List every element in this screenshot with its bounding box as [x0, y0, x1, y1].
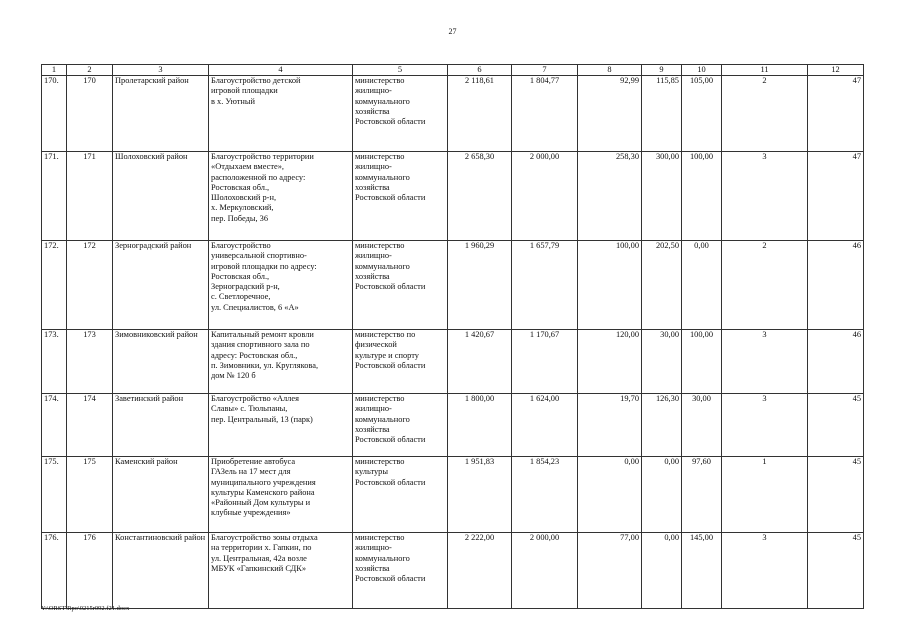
value-col-6: 1 951,83 [448, 457, 512, 533]
ministry-line: коммунального [355, 414, 410, 424]
description-line: расположенной по адресу: [211, 172, 306, 182]
value-col-7: 1 657,79 [512, 241, 578, 330]
value-col-9: 202,50 [642, 241, 682, 330]
value-col-8: 120,00 [578, 330, 642, 394]
description-line: ул. Специалистов, 6 «А» [211, 302, 299, 312]
description-line: Славы» с. Тюльпаны, [211, 404, 288, 414]
ministry-line: коммунального [355, 553, 410, 563]
responsible-ministry [353, 241, 448, 330]
project-description [209, 152, 353, 241]
responsible-ministry [353, 394, 448, 457]
row-id: 173 [67, 330, 113, 394]
row-number: 173. [42, 330, 67, 394]
project-description [209, 457, 353, 533]
col-header: 10 [682, 65, 722, 76]
value-col-10: 97,60 [682, 457, 722, 533]
table-row [42, 152, 864, 241]
value-col-9: 126,30 [642, 394, 682, 457]
value-col-10: 145,00 [682, 533, 722, 609]
value-col-12: 47 [808, 76, 864, 152]
district: Константиновский район [113, 533, 209, 609]
value-col-12: 45 [808, 457, 864, 533]
ministry-line: министерство [355, 533, 405, 542]
value-col-11: 3 [722, 394, 808, 457]
ministry-line: Ростовской области [355, 117, 426, 127]
value-col-6: 1 800,00 [448, 394, 512, 457]
value-col-11: 3 [722, 152, 808, 241]
value-col-10: 105,00 [682, 76, 722, 152]
ministry-line: культуре и спорту [355, 350, 419, 360]
description-line: пер. Центральный, 13 (парк) [211, 414, 313, 424]
row-number: 172. [42, 241, 67, 330]
ministry-line: жилищно- [355, 86, 392, 96]
value-col-8: 100,00 [578, 241, 642, 330]
ministry-line: хозяйства [355, 182, 390, 192]
col-header: 9 [642, 65, 682, 76]
value-col-6: 1 420,67 [448, 330, 512, 394]
value-col-11: 3 [722, 330, 808, 394]
project-description [209, 76, 353, 152]
ministry-line: Ростовской области [355, 360, 426, 370]
ministry-line: министерство [355, 76, 405, 85]
value-col-9: 300,00 [642, 152, 682, 241]
ministry-line: министерство [355, 457, 405, 466]
description-line: в х. Уютный [211, 96, 256, 106]
value-col-9: 0,00 [642, 533, 682, 609]
page-number: 27 [448, 27, 457, 36]
value-col-6: 1 960,29 [448, 241, 512, 330]
project-description [209, 241, 353, 330]
row-number: 174. [42, 394, 67, 457]
value-col-11: 2 [722, 241, 808, 330]
row-id: 170 [67, 76, 113, 152]
row-id: 171 [67, 152, 113, 241]
project-description [209, 394, 353, 457]
ministry-line: коммунального [355, 172, 410, 182]
ministry-line: коммунального [355, 261, 410, 271]
description-line: «Районный Дом культуры и [211, 498, 311, 508]
value-col-7: 2 000,00 [512, 533, 578, 609]
value-col-6: 2 658,30 [448, 152, 512, 241]
value-col-8: 0,00 [578, 457, 642, 533]
ministry-line: министерство по [355, 330, 416, 339]
value-col-6: 2 118,61 [448, 76, 512, 152]
description-line: игровой площадки по адресу: [211, 261, 317, 271]
project-description [209, 330, 353, 394]
district: Зимовниковский район [113, 330, 209, 394]
value-col-9: 30,00 [642, 330, 682, 394]
description-line: Ростовская обл., [211, 271, 270, 281]
value-col-7: 1 624,00 [512, 394, 578, 457]
value-col-12: 46 [808, 330, 864, 394]
table-row [42, 241, 864, 330]
col-header: 8 [578, 65, 642, 76]
value-col-7: 1 804,77 [512, 76, 578, 152]
description-line: п. Зимовники, ул. Круглякова, [211, 360, 319, 370]
value-col-12: 45 [808, 533, 864, 609]
ministry-line: министерство [355, 152, 405, 161]
row-number: 171. [42, 152, 67, 241]
ministry-line: культуры [355, 467, 388, 477]
value-col-7: 2 000,00 [512, 152, 578, 241]
description-line: Приобретение автобуса [211, 457, 296, 466]
col-header: 12 [808, 65, 864, 76]
value-col-8: 19,70 [578, 394, 642, 457]
table-body [42, 76, 864, 609]
description-line: «Отдыхаем вместе», [211, 162, 284, 172]
col-header: 1 [42, 65, 67, 76]
table-row [42, 533, 864, 609]
project-description [209, 533, 353, 609]
value-col-8: 77,00 [578, 533, 642, 609]
description-line: универсальной спортивно- [211, 251, 307, 261]
description-line: клубные учреждения» [211, 508, 291, 518]
description-line: Благоустройство территории [211, 152, 314, 161]
description-line: на территории х. Гапкин, по [211, 543, 312, 553]
district: Заветинский район [113, 394, 209, 457]
description-line: ГАЗель на 17 мест для [211, 467, 291, 477]
description-line: Шолоховский р-н, [211, 193, 277, 203]
description-line: адресу: Ростовская обл., [211, 350, 298, 360]
row-id: 174 [67, 394, 113, 457]
col-header: 2 [67, 65, 113, 76]
district: Шолоховский район [113, 152, 209, 241]
description-line: Благоустройство [211, 241, 271, 250]
value-col-9: 0,00 [642, 457, 682, 533]
description-line: Ростовская обл., [211, 182, 270, 192]
row-number: 170. [42, 76, 67, 152]
value-col-7: 1 170,67 [512, 330, 578, 394]
value-col-8: 92,99 [578, 76, 642, 152]
description-line: игровой площадки [211, 86, 278, 96]
table-row [42, 330, 864, 394]
description-line: Благоустройство зоны отдыха [211, 533, 318, 542]
value-col-7: 1 854,23 [512, 457, 578, 533]
description-line: здания спортивного зала по [211, 340, 310, 350]
data-table [41, 64, 864, 609]
ministry-line: Ростовской области [355, 282, 426, 292]
description-line: Благоустройство «Аллея [211, 394, 299, 403]
description-line: МБУК «Гапкинский СДК» [211, 563, 307, 573]
ministry-line: физической [355, 340, 397, 350]
col-header: 5 [353, 65, 448, 76]
value-col-10: 100,00 [682, 152, 722, 241]
row-number: 176. [42, 533, 67, 609]
ministry-line: жилищно- [355, 543, 392, 553]
table-row [42, 76, 864, 152]
description-line: Капитальный ремонт кровли [211, 330, 314, 339]
responsible-ministry [353, 457, 448, 533]
value-col-12: 47 [808, 152, 864, 241]
row-id: 176 [67, 533, 113, 609]
description-line: культуры Каменского района [211, 487, 315, 497]
value-col-9: 115,85 [642, 76, 682, 152]
ministry-line: жилищно- [355, 162, 392, 172]
value-col-12: 46 [808, 241, 864, 330]
description-line: дом № 120 б [211, 371, 256, 381]
description-line: Благоустройство детской [211, 76, 301, 85]
ministry-line: хозяйства [355, 106, 390, 116]
table-row [42, 457, 864, 533]
row-number: 175. [42, 457, 67, 533]
description-line: ул. Центральная, 42а возле [211, 553, 307, 563]
description-line: Зерноградский р-н, [211, 282, 280, 292]
value-col-10: 30,00 [682, 394, 722, 457]
row-id: 175 [67, 457, 113, 533]
ministry-line: Ростовской области [355, 435, 426, 445]
col-header: 7 [512, 65, 578, 76]
ministry-line: коммунального [355, 96, 410, 106]
district: Каменский район [113, 457, 209, 533]
description-line: муниципального учреждения [211, 477, 316, 487]
value-col-12: 45 [808, 394, 864, 457]
ministry-line: министерство [355, 241, 405, 250]
col-header: 11 [722, 65, 808, 76]
ministry-line: хозяйства [355, 563, 390, 573]
ministry-line: хозяйства [355, 424, 390, 434]
file-path: Y:\ORST\Rpo\0215r092.f21.docx [41, 605, 130, 612]
ministry-line: Ростовской области [355, 193, 426, 203]
responsible-ministry [353, 76, 448, 152]
header-row [42, 65, 864, 76]
description-line: с. Светлоречное, [211, 292, 271, 302]
value-col-6: 2 222,00 [448, 533, 512, 609]
value-col-8: 258,30 [578, 152, 642, 241]
responsible-ministry [353, 330, 448, 394]
table-row [42, 394, 864, 457]
responsible-ministry [353, 533, 448, 609]
ministry-line: хозяйства [355, 271, 390, 281]
value-col-10: 100,00 [682, 330, 722, 394]
ministry-line: жилищно- [355, 251, 392, 261]
col-header: 3 [113, 65, 209, 76]
district: Пролетарский район [113, 76, 209, 152]
responsible-ministry [353, 152, 448, 241]
value-col-11: 3 [722, 533, 808, 609]
ministry-line: Ростовской области [355, 574, 426, 584]
description-line: пер. Победы, 36 [211, 213, 269, 223]
col-header: 4 [209, 65, 353, 76]
value-col-11: 1 [722, 457, 808, 533]
value-col-11: 2 [722, 76, 808, 152]
district: Зерноградский район [113, 241, 209, 330]
description-line: х. Меркуловский, [211, 203, 274, 213]
ministry-line: Ростовской области [355, 477, 426, 487]
ministry-line: министерство [355, 394, 405, 403]
row-id: 172 [67, 241, 113, 330]
col-header: 6 [448, 65, 512, 76]
ministry-line: жилищно- [355, 404, 392, 414]
value-col-10: 0,00 [682, 241, 722, 330]
